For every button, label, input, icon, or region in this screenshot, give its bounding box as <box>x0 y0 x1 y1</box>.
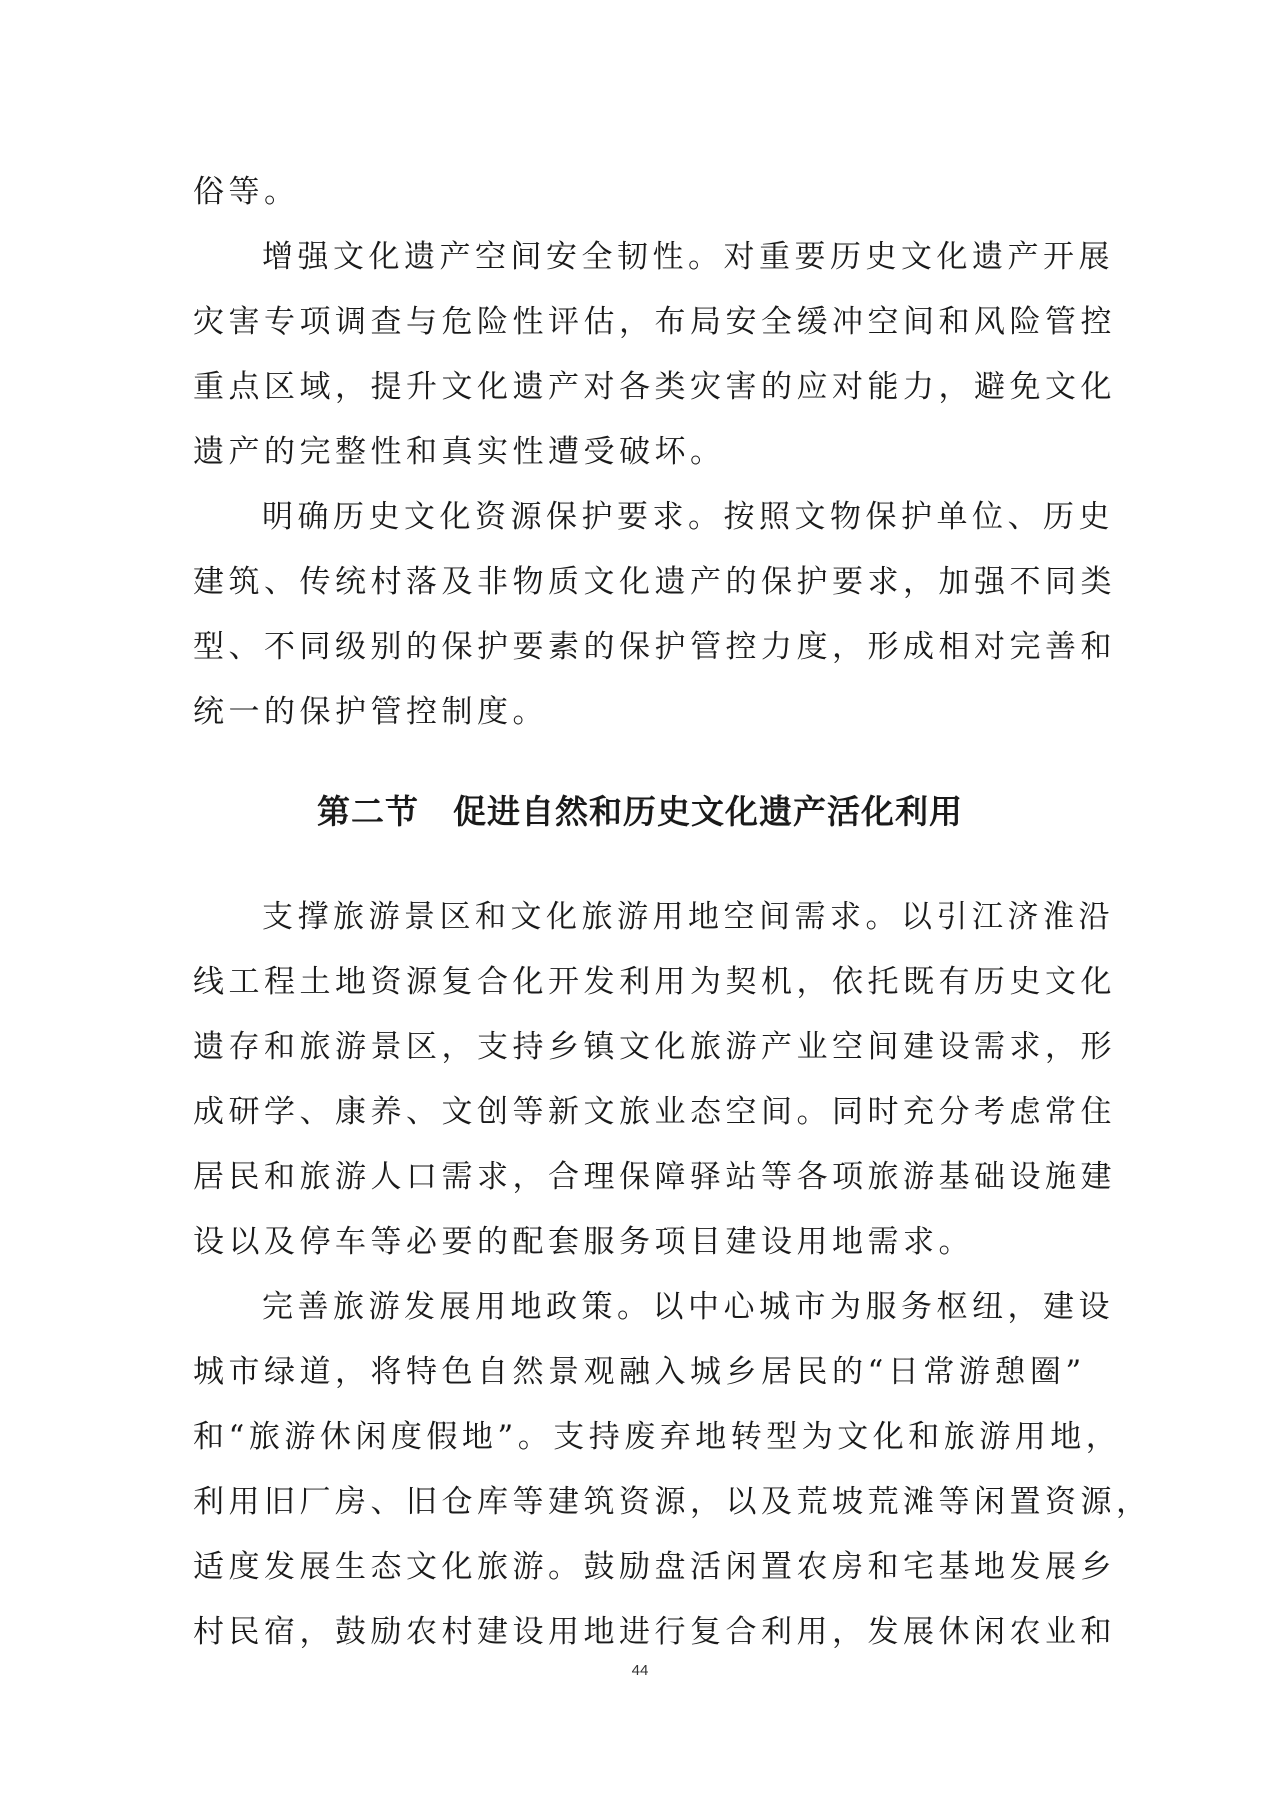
paragraph-line: 灾害专项调查与危险性评估，布局安全缓冲空间和风险管控 <box>193 304 1116 340</box>
paragraph-line: 建筑、传统村落及非物质文化遗产的保护要求，加强不同类 <box>193 564 1116 600</box>
paragraph-line: 居民和旅游人口需求，合理保障驿站等各项旅游基础设施建 <box>193 1159 1116 1195</box>
paragraph-line: 型、不同级别的保护要素的保护管控力度，形成相对完善和 <box>193 629 1116 665</box>
paragraph-line: 遗存和旅游景区，支持乡镇文化旅游产业空间建设需求，形 <box>193 1029 1116 1065</box>
paragraph-line: 线工程土地资源复合化开发利用为契机，依托既有历史文化 <box>193 964 1116 1000</box>
paragraph-line: 利用旧厂房、旧仓库等建筑资源，以及荒坡荒滩等闲置资源， <box>193 1484 1152 1520</box>
paragraph-line: 明确历史文化资源保护要求。按照文物保护单位、历史 <box>262 499 1114 535</box>
paragraph-line: 和“旅游休闲度假地”。支持废弃地转型为文化和旅游用地， <box>193 1419 1122 1455</box>
paragraph-line: 设以及停车等必要的配套服务项目建设用地需求。 <box>193 1224 974 1260</box>
section-heading: 第二节 促进自然和历史文化遗产活化利用 <box>317 792 963 831</box>
paragraph-line: 城市绿道，将特色自然景观融入城乡居民的“日常游憩圈” <box>193 1354 1086 1390</box>
paragraph-line: 增强文化遗产空间安全韧性。对重要历史文化遗产开展 <box>262 239 1114 275</box>
paragraph-line: 成研学、康养、文创等新文旅业态空间。同时充分考虑常住 <box>193 1094 1116 1130</box>
paragraph-line: 俗等。 <box>193 174 300 210</box>
paragraph-line: 支撑旅游景区和文化旅游用地空间需求。以引江济淮沿 <box>262 899 1114 935</box>
paragraph-line: 适度发展生态文化旅游。鼓励盘活闲置农房和宅基地发展乡 <box>193 1549 1116 1585</box>
page-number: 44 <box>631 1662 649 1679</box>
paragraph-line: 遗产的完整性和真实性遭受破坏。 <box>193 434 726 470</box>
paragraph-line: 统一的保护管控制度。 <box>193 694 548 730</box>
paragraph-line: 重点区域，提升文化遗产对各类灾害的应对能力，避免文化 <box>193 369 1116 405</box>
paragraph-line: 村民宿，鼓励农村建设用地进行复合利用，发展休闲农业和 <box>193 1614 1116 1650</box>
paragraph-line: 完善旅游发展用地政策。以中心城市为服务枢纽，建设 <box>262 1289 1114 1325</box>
